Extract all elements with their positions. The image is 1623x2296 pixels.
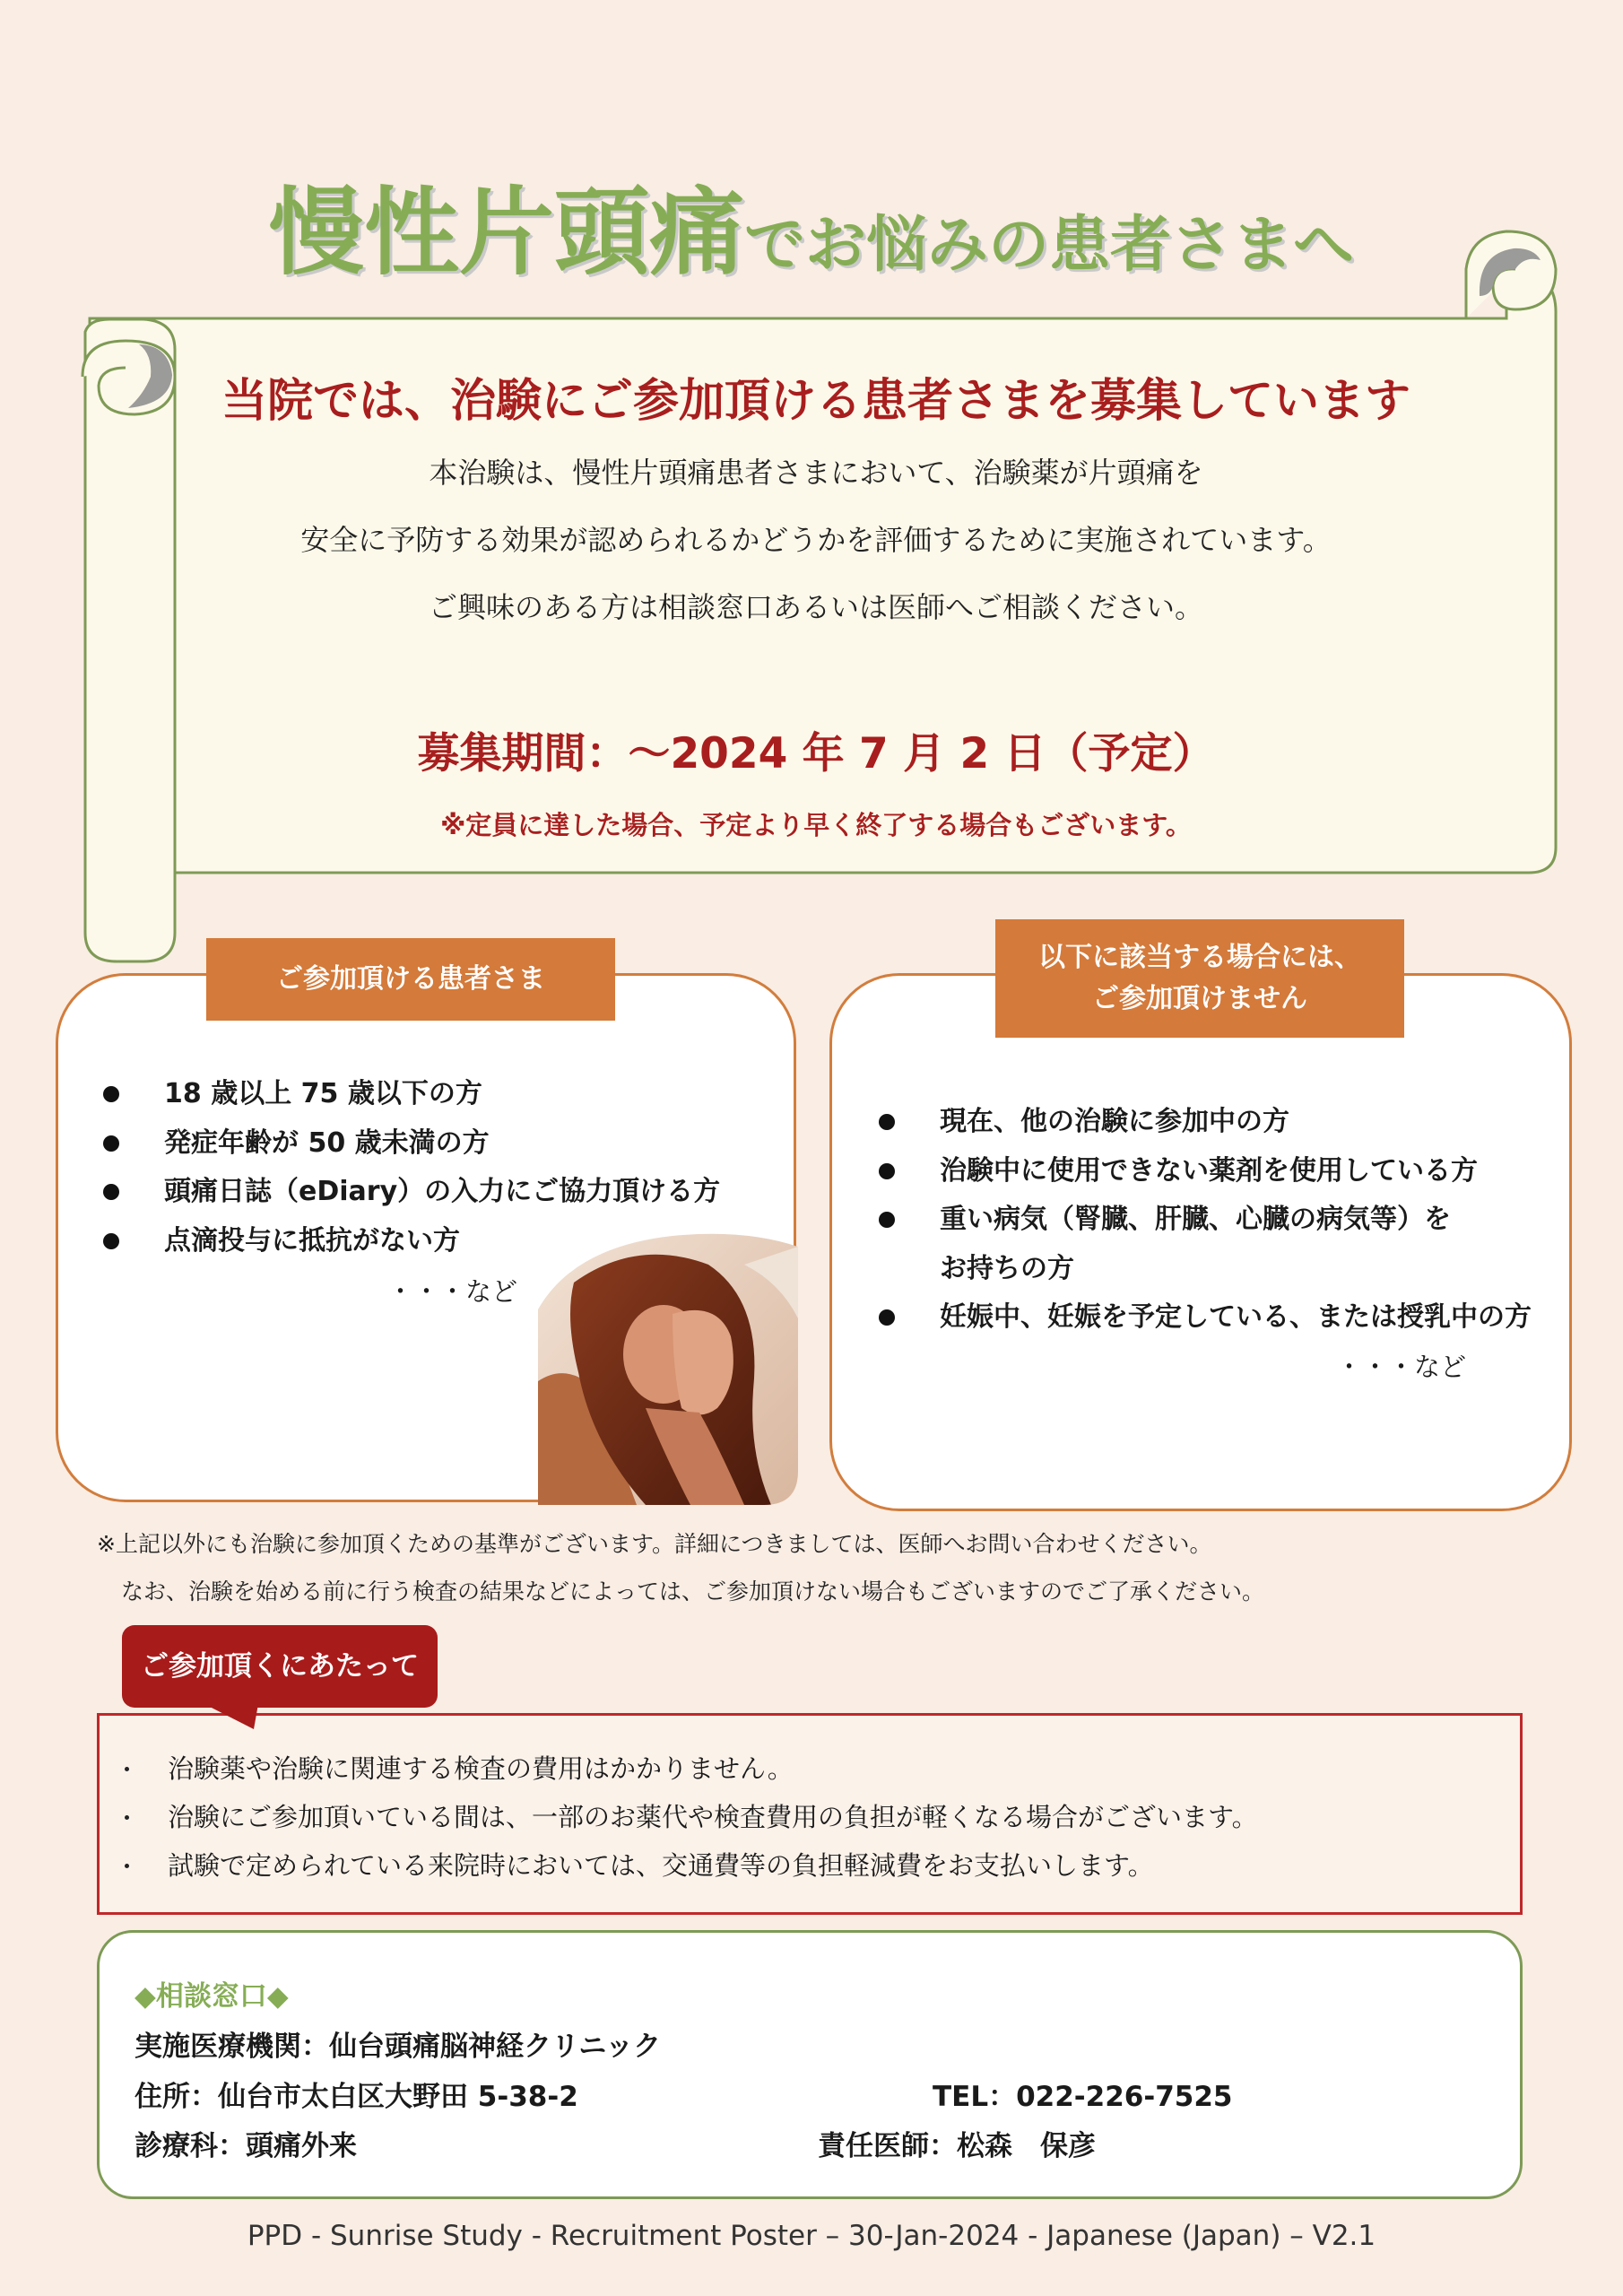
exclusion-criteria-tag <box>995 919 1404 1038</box>
bullet-icon <box>879 1309 895 1326</box>
footer-version: PPD - Sunrise Study - Recruitment Poster – 30-Jan-2024 - Japanese (Japan) – V2.1 <box>247 2220 1376 2252</box>
list-item <box>103 1168 720 1217</box>
list-item-text: 治験にご参加頂いている間は、一部のお薬代や検査費用の負担が軽くなる場合がございます。 <box>168 1802 1258 1832</box>
participation-tag: ご参加頂くにあたって <box>122 1625 438 1708</box>
list-item-continuation <box>879 1245 1532 1294</box>
exclusion-etc: ・・・など <box>1336 1352 1467 1382</box>
list-item-text: 妊娠中、妊娠を予定している、または授乳中の方 <box>940 1301 1532 1333</box>
list-item <box>879 1196 1532 1245</box>
list-item <box>121 1744 1258 1793</box>
eligible-etc: ・・・など <box>387 1276 518 1307</box>
recruitment-period: 募集期間：～2024 年 7 月 2 日（予定） <box>417 729 1215 778</box>
contact-address: 住所：仙台市太白区大野田 5-38-2 <box>135 2081 578 2113</box>
list-item-text: 18 歳以上 75 歳以下の方 <box>164 1078 482 1109</box>
contact-phone[interactable]: TEL：022-226-7525 <box>933 2081 1233 2113</box>
bullet-icon <box>879 1114 895 1130</box>
bullet-icon <box>125 1815 129 1820</box>
headline-emphasis: 慢性片頭痛 <box>268 178 744 288</box>
contact-organization: 実施医療機関：仙台頭痛脳神経クリニック <box>135 2031 662 2063</box>
bullet-icon <box>103 1135 119 1152</box>
list-item-text: 重い病気（腎臓、肝臓、心臓の病気等）を <box>940 1204 1451 1235</box>
list-item-text: 頭痛日誌（eDiary）の入力にご協力頂ける方 <box>164 1176 721 1207</box>
contact-title: ◆相談窓口◆ <box>135 1980 289 2013</box>
bullet-icon <box>103 1233 119 1249</box>
contact-doctor: 責任医師：松森 保彦 <box>818 2130 1096 2162</box>
bullet-icon <box>125 1767 129 1771</box>
list-item <box>121 1841 1258 1890</box>
list-item-text: 発症年齢が 50 歳未満の方 <box>164 1126 490 1159</box>
eligible-criteria-tag: ご参加頂ける患者さま <box>206 938 615 1021</box>
headline-rest: でお悩みの患者さまへ <box>743 210 1354 281</box>
exclusion-tag-line-1: 以下に該当する場合には、 <box>1038 942 1361 973</box>
participation-tag-tail <box>204 1704 258 1731</box>
list-item <box>879 1147 1532 1196</box>
study-description-line-2: 安全に予防する効果が認められるかどうかを評価するために実施されています。 <box>300 523 1332 557</box>
list-item-text: 現在、他の治験に参加中の方 <box>940 1106 1289 1137</box>
bullet-icon <box>879 1163 895 1179</box>
recruitment-heading: 当院では、治験にご参加頂ける患者さまを募集しています <box>221 375 1410 428</box>
bullet-icon <box>879 1212 895 1228</box>
criteria-note-line-2: なお、治験を始める前に行う検査の結果などによっては、ご参加頂けない場合もございますのでご了承ください。 <box>121 1578 1265 1605</box>
list-item-text: お持ちの方 <box>940 1252 1074 1284</box>
exclusion-tag-line-2: ご参加頂けません <box>1092 983 1307 1014</box>
bullet-icon <box>125 1864 129 1868</box>
study-description-line-3: ご興味のある方は相談窓口あるいは医師へご相談ください。 <box>428 590 1203 624</box>
participation-list <box>121 1744 1258 1890</box>
list-item-text: 点滴投与に抵抗がない方 <box>164 1224 460 1257</box>
headache-photo <box>538 1229 798 1505</box>
criteria-note-line-1: ※上記以外にも治験に参加頂くための基準がございます。詳細につきましては、医師へお問い合わせください。 <box>97 1531 1212 1557</box>
list-item <box>103 1119 720 1169</box>
contact-department: 診療科：頭痛外来 <box>135 2130 357 2162</box>
list-item-text: 試験で定められている来院時においては、交通費等の負担軽減費をお支払いします。 <box>168 1850 1154 1881</box>
exclusion-criteria-list <box>879 1098 1532 1343</box>
list-item <box>879 1098 1532 1147</box>
list-item-text: 治験薬や治験に関連する検査の費用はかかりません。 <box>168 1753 794 1784</box>
list-item <box>121 1793 1258 1841</box>
study-description-line-1: 本治験は、慢性片頭痛患者さまにおいて、治験薬が片頭痛を <box>429 456 1203 490</box>
bullet-icon <box>103 1184 119 1200</box>
recruitment-period-note: ※定員に達した場合、予定より早く終了する場合もございます。 <box>440 810 1192 840</box>
list-item <box>879 1293 1532 1343</box>
bullet-icon <box>103 1086 119 1102</box>
list-item-text: 治験中に使用できない薬剤を使用している方 <box>940 1154 1478 1187</box>
headline <box>0 157 1623 293</box>
list-item <box>103 1070 720 1119</box>
